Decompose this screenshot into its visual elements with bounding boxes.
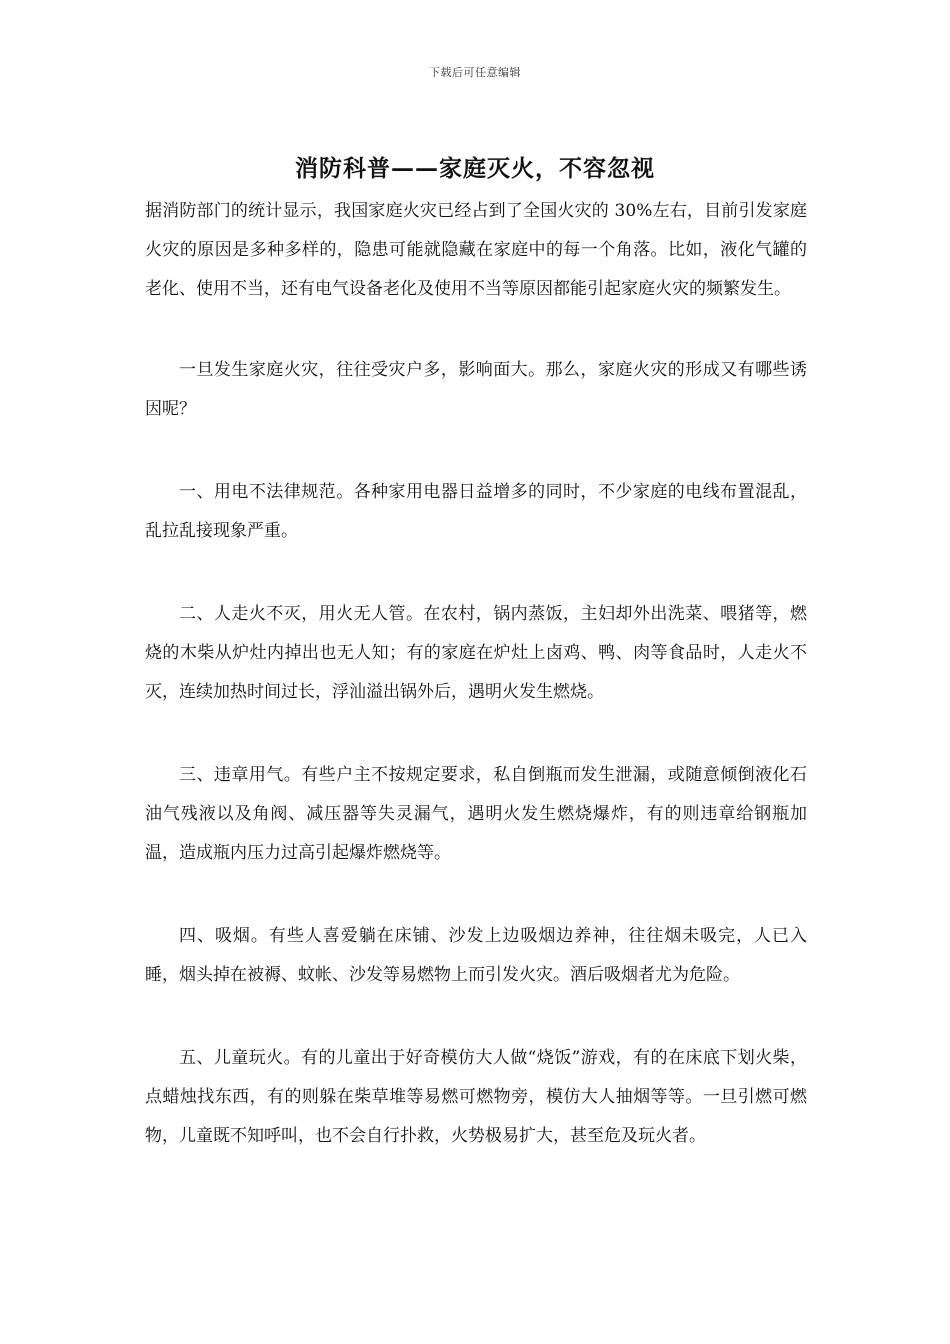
paragraph-question: 一旦发生家庭火灾，往往受灾户多，影响面大。那么，家庭火灾的形成又有哪些诱因呢？ [145, 360, 807, 419]
document-title: 消防科普——家庭灭火，不容忽视 [295, 155, 655, 182]
header-note: 下载后可任意编辑 [429, 66, 521, 79]
paragraph-cause-4: 四、吸烟。有些人喜爱躺在床铺、沙发上边吸烟边养神，往往烟未吸完，人已入睡，烟头掉在被褥、蚊帐、沙发等易燃物上而引发火灾。酒后吸烟者尤为危险。 [145, 926, 807, 985]
document-body [145, 192, 807, 1200]
paragraph-cause-3: 三、违章用气。有些户主不按规定要求，私自倒瓶而发生泄漏，或随意倾倒液化石油气残液以及角阀、减压器等失灵漏气，遇明火发生燃烧爆炸，有的则违章给钢瓶加温，造成瓶内压力过高引起爆炸燃烧等。 [145, 765, 807, 863]
paragraph-cause-2: 二、人走火不灭，用火无人管。在农村，锅内蒸饭，主妇却外出洗菜、喂猪等，燃烧的木柴从炉灶内掉出也无人知；有的家庭在炉灶上卤鸡、鸭、肉等食品时，人走火不灭，连续加热时间过长，浮汕溢出锅外后，遇明火发生燃烧。 [145, 604, 807, 702]
paragraph-cause-1: 一、用电不法律规范。各种家用电器日益增多的同时，不少家庭的电线布置混乱，乱拉乱接现象严重。 [145, 482, 807, 541]
paragraph-intro: 据消防部门的统计显示，我国家庭火灾已经占到了全国火灾的 30%左右，目前引发家庭火灾的原因是多种多样的，隐患可能就隐藏在家庭中的每一个角落。比如，液化气罐的老化、使用不当，还有电气设备老化及使用不当等原因都能引起家庭火灾的频繁发生。 [145, 201, 807, 299]
paragraph-cause-5: 五、儿童玩火。有的儿童出于好奇模仿大人做“烧饭”游戏，有的在床底下划火柴，点蜡烛找东西，有的则躲在柴草堆等易燃可燃物旁，模仿大人抽烟等等。一旦引燃可燃物，儿童既不知呼叫，也不会自行扑救，火势极易扩大，甚至危及玩火者。 [145, 1048, 807, 1146]
